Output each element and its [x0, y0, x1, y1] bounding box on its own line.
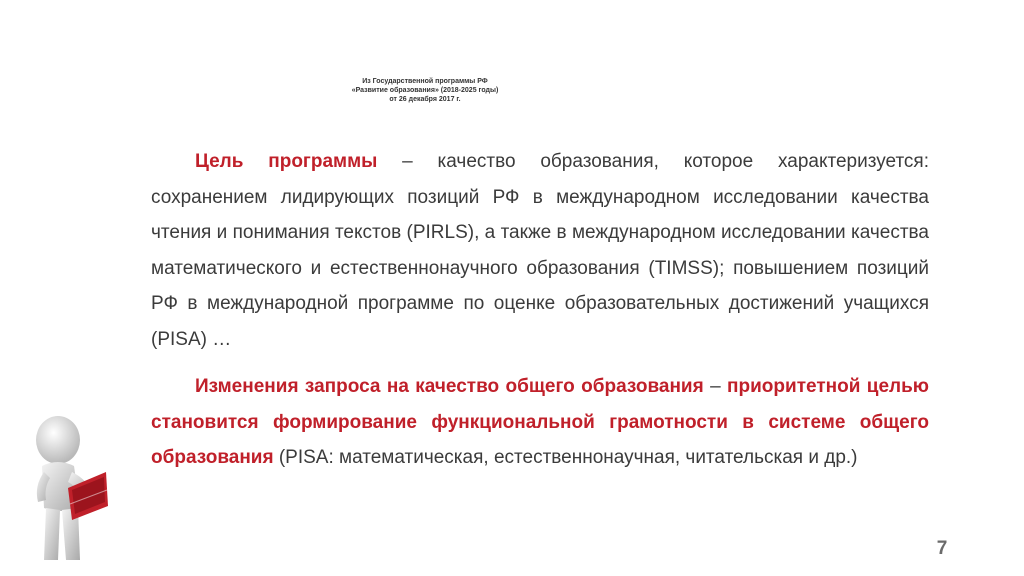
changes-dash: – — [703, 376, 728, 397]
goal-paragraph — [151, 144, 929, 357]
changes-paragraph — [151, 369, 929, 476]
page-number: 7 — [936, 538, 948, 559]
source-line: Из Государственной программы РФ — [362, 78, 488, 85]
changes-emphasis: приоритетной целью становится формирование функциональной грамотности в системе общего образования — [151, 376, 929, 468]
source-header — [330, 77, 520, 104]
changes-lead: Изменения запроса на качество общего образования — [195, 376, 704, 397]
source-line: «Развитие образования» (2018-2025 годы) — [351, 87, 499, 94]
slide-body — [151, 144, 929, 476]
goal-text: – качество образования, которое характеризуется: сохранением лидирующих позиций РФ в международном исследовании качества чтения и понимания текстов (PIRLS), а также в международном исследовании качества математического и естественнонаучного образования (TIMSS); повышением позиций РФ в международной программе по оценке образовательных достижений учащихся (PISA) … — [151, 151, 929, 350]
source-line: от 26 декабря 2017 г. — [389, 96, 461, 103]
person-reading-illustration — [22, 410, 122, 570]
changes-text: (PISA: математическая, естественнонаучная, читательская и др.) — [273, 447, 858, 468]
goal-lead: Цель программы — [195, 151, 378, 172]
